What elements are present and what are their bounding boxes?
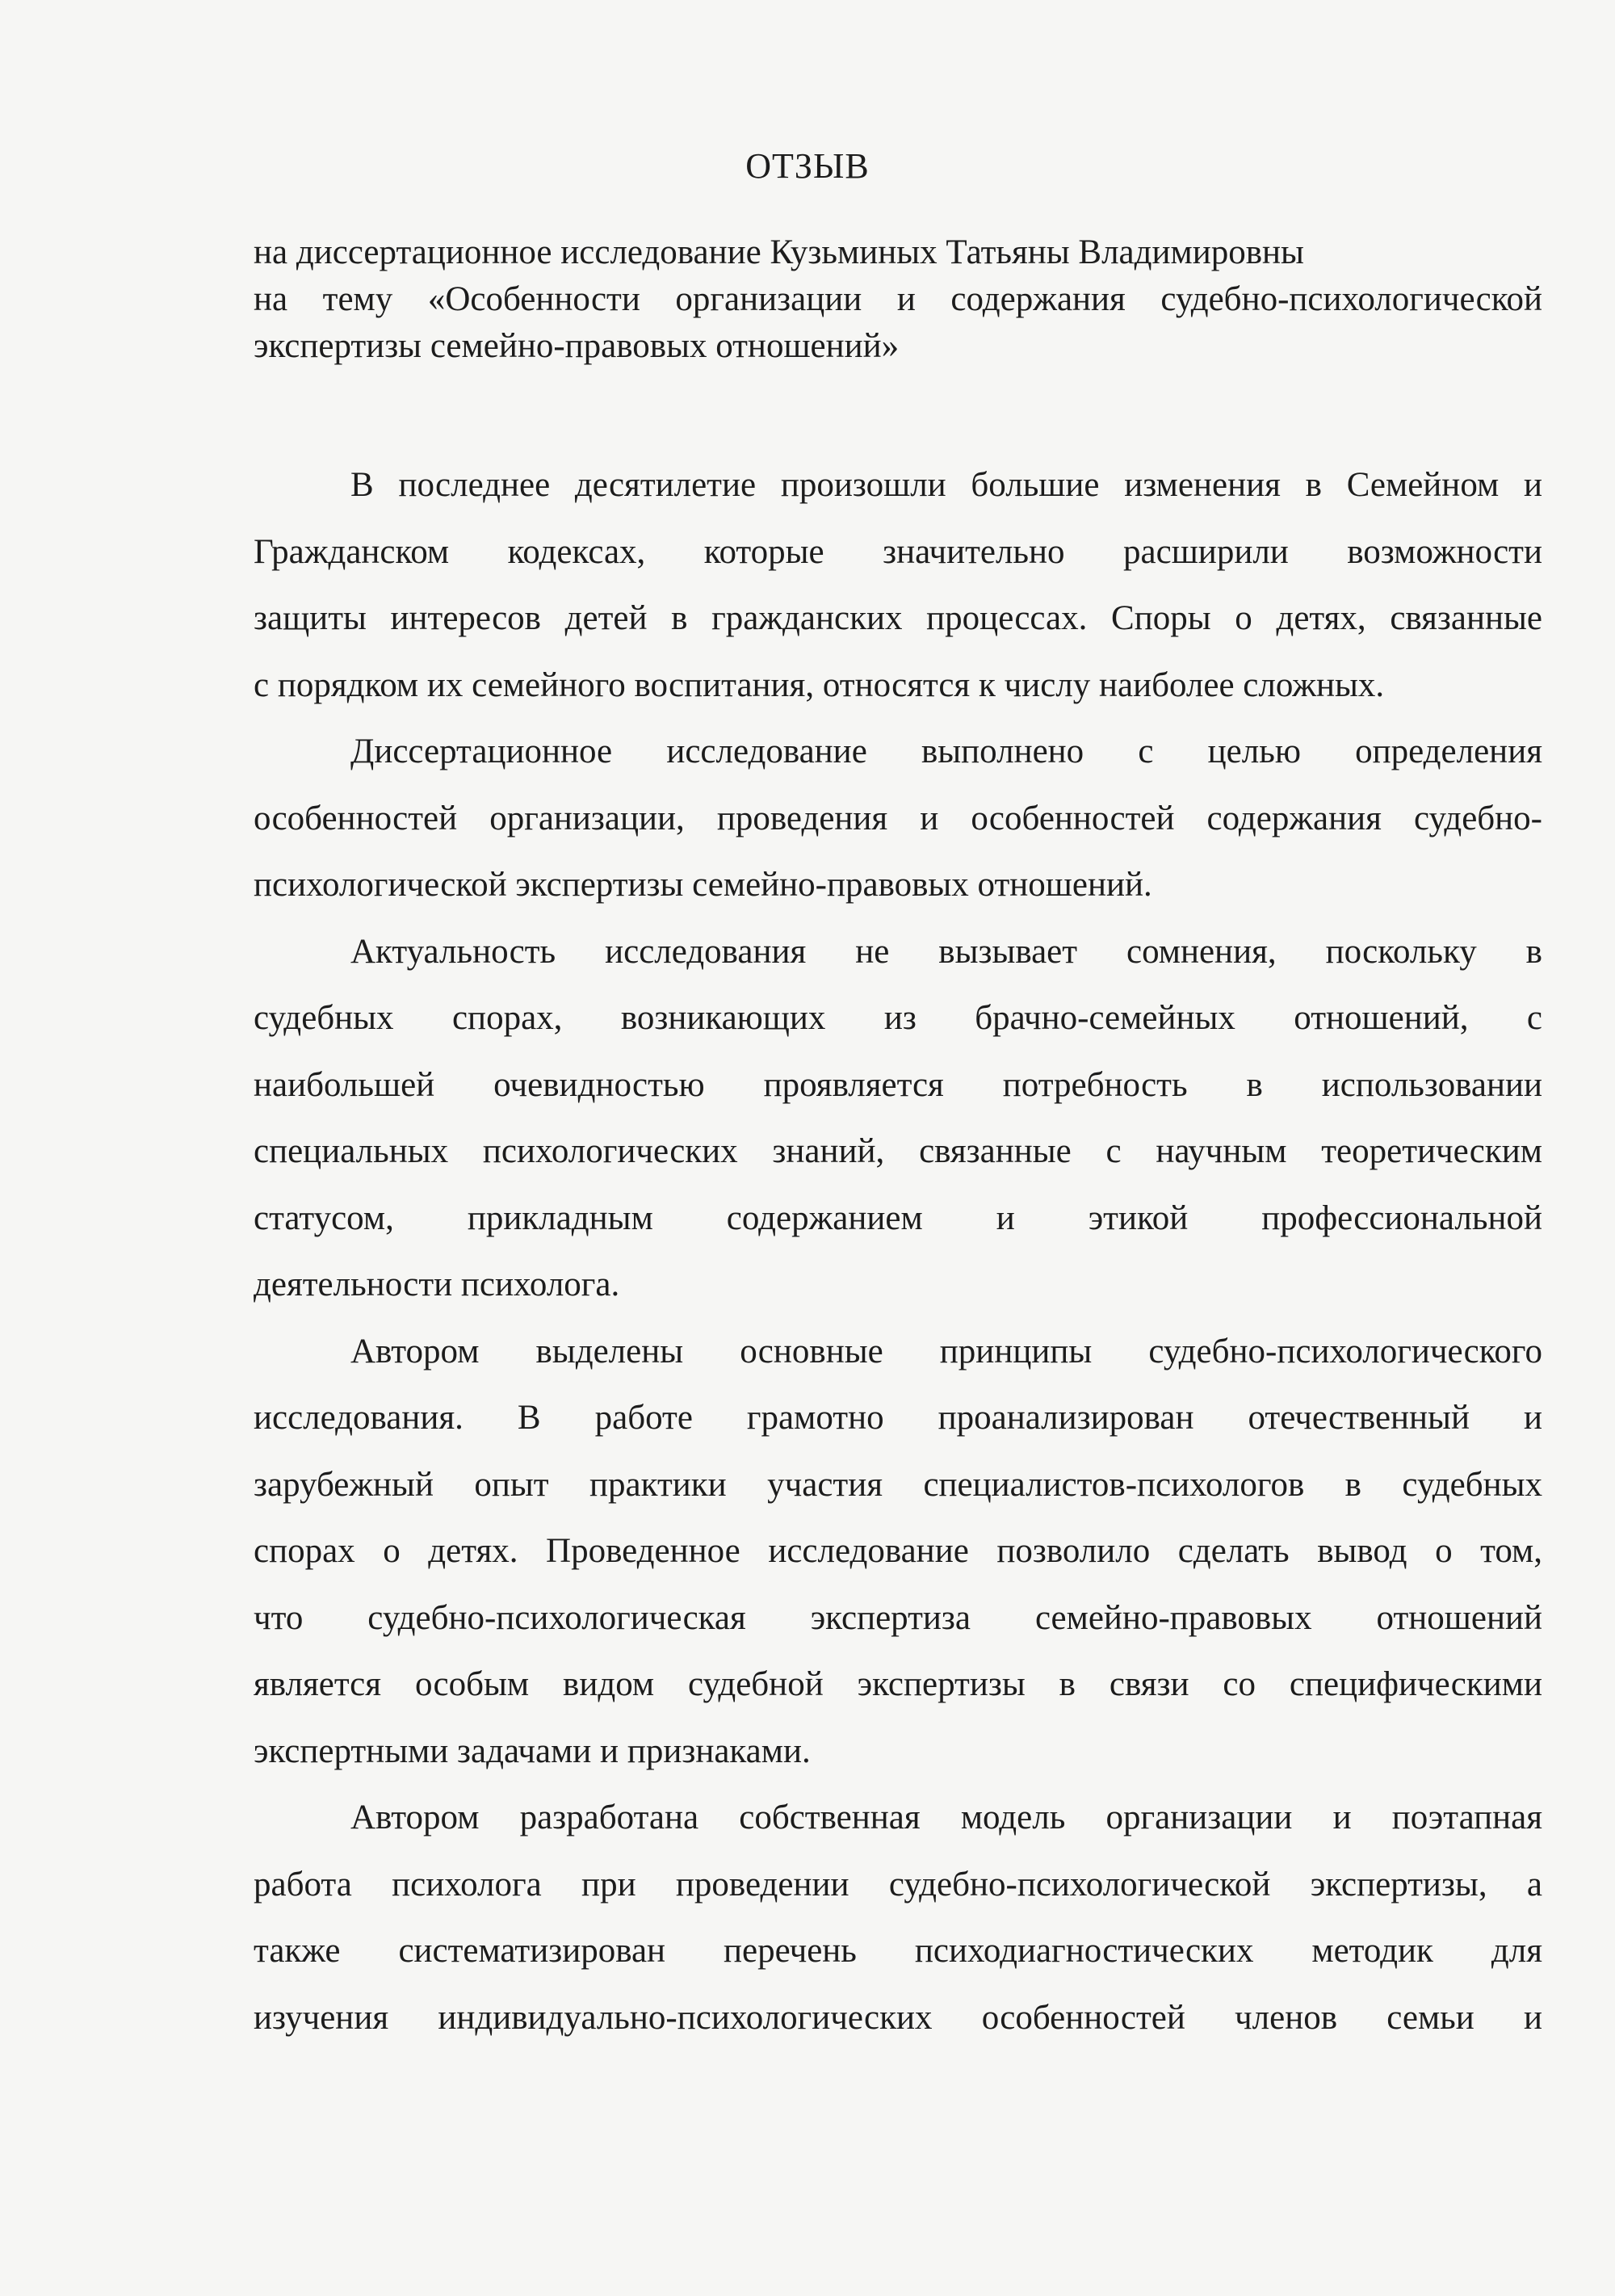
paragraph-line: исследования. В работе грамотно проанализирован отечественный и [254,1399,1542,1437]
paragraph-line: специальных психологических знаний, связанные с научным теоретическим [254,1132,1542,1170]
paragraph-principles [254,1319,1542,1786]
paragraph-line: судебных спорах, возникающих из брачно-семейных отношений, с [254,999,1542,1037]
document-title: ОТЗЫВ [745,146,870,186]
subject-line: экспертизы семейно-правовых отношений» [254,327,900,365]
paragraph-line: защиты интересов детей в гражданских процессах. Споры о детях, связанные [254,599,1542,637]
paragraph-line: психологической экспертизы семейно-правовых отношений. [254,866,1152,904]
subject-line: на диссертационное исследование Кузьминых Татьяны Владимировны [254,233,1304,271]
subject-line: на тему «Особенности организации и содержания судебно-психологической [254,280,1542,318]
paragraph-line: Гражданском кодексах, которые значительно расширили возможности [254,532,1542,571]
paragraph-line: экспертными задачами и признаками. [254,1731,811,1770]
paragraph-line: является особым видом судебной экспертизы в связи со специфическими [254,1665,1542,1703]
paragraph-line: деятельности психолога. [254,1266,620,1303]
paragraph-line: с порядком их семейного воспитания, относятся к числу наиболее сложных. [254,665,1385,704]
paragraph-line: что судебно-психологическая экспертиза семейно-правовых отношений [254,1598,1542,1637]
paragraph-line: Диссертационное исследование выполнено с целью определения [350,732,1542,770]
document-body [254,452,1542,2051]
paragraph-line: особенностей организации, проведения и особенностей содержания судебно- [254,799,1542,837]
paragraph-line: наибольшей очевидностью проявляется потребность в использовании [254,1065,1542,1104]
paragraph-line: Автором выделены основные принципы судебно-психологического [350,1332,1542,1370]
paragraph-changes-in-codes [254,452,1542,719]
paragraph-line: Автором разработана собственная модель организации и поэтапная [350,1799,1542,1836]
paragraph-line: В последнее десятилетие произошли большие изменения в Семейном и [350,466,1542,504]
paragraph-model [254,1785,1542,2051]
paragraph-line: спорах о детях. Проведенное исследование позволило сделать вывод о том, [254,1532,1542,1570]
paragraph-line: Актуальность исследования не вызывает сомнения, поскольку в [350,932,1542,971]
paragraph-line: статусом, прикладным содержанием и этикой профессиональной [254,1198,1542,1237]
paragraph-line: также систематизирован перечень психодиагностических методик для [254,1932,1542,1970]
paragraph-research-goal [254,719,1542,919]
paragraph-relevance [254,919,1542,1319]
paragraph-line: работа психолога при проведении судебно-психологической экспертизы, а [254,1865,1542,1904]
document-subject [254,229,1546,370]
paragraph-line: зарубежный опыт практики участия специалистов-психологов в судебных [254,1465,1542,1504]
paragraph-line: изучения индивидуально-психологических особенностей членов семьи и [254,1998,1542,2037]
